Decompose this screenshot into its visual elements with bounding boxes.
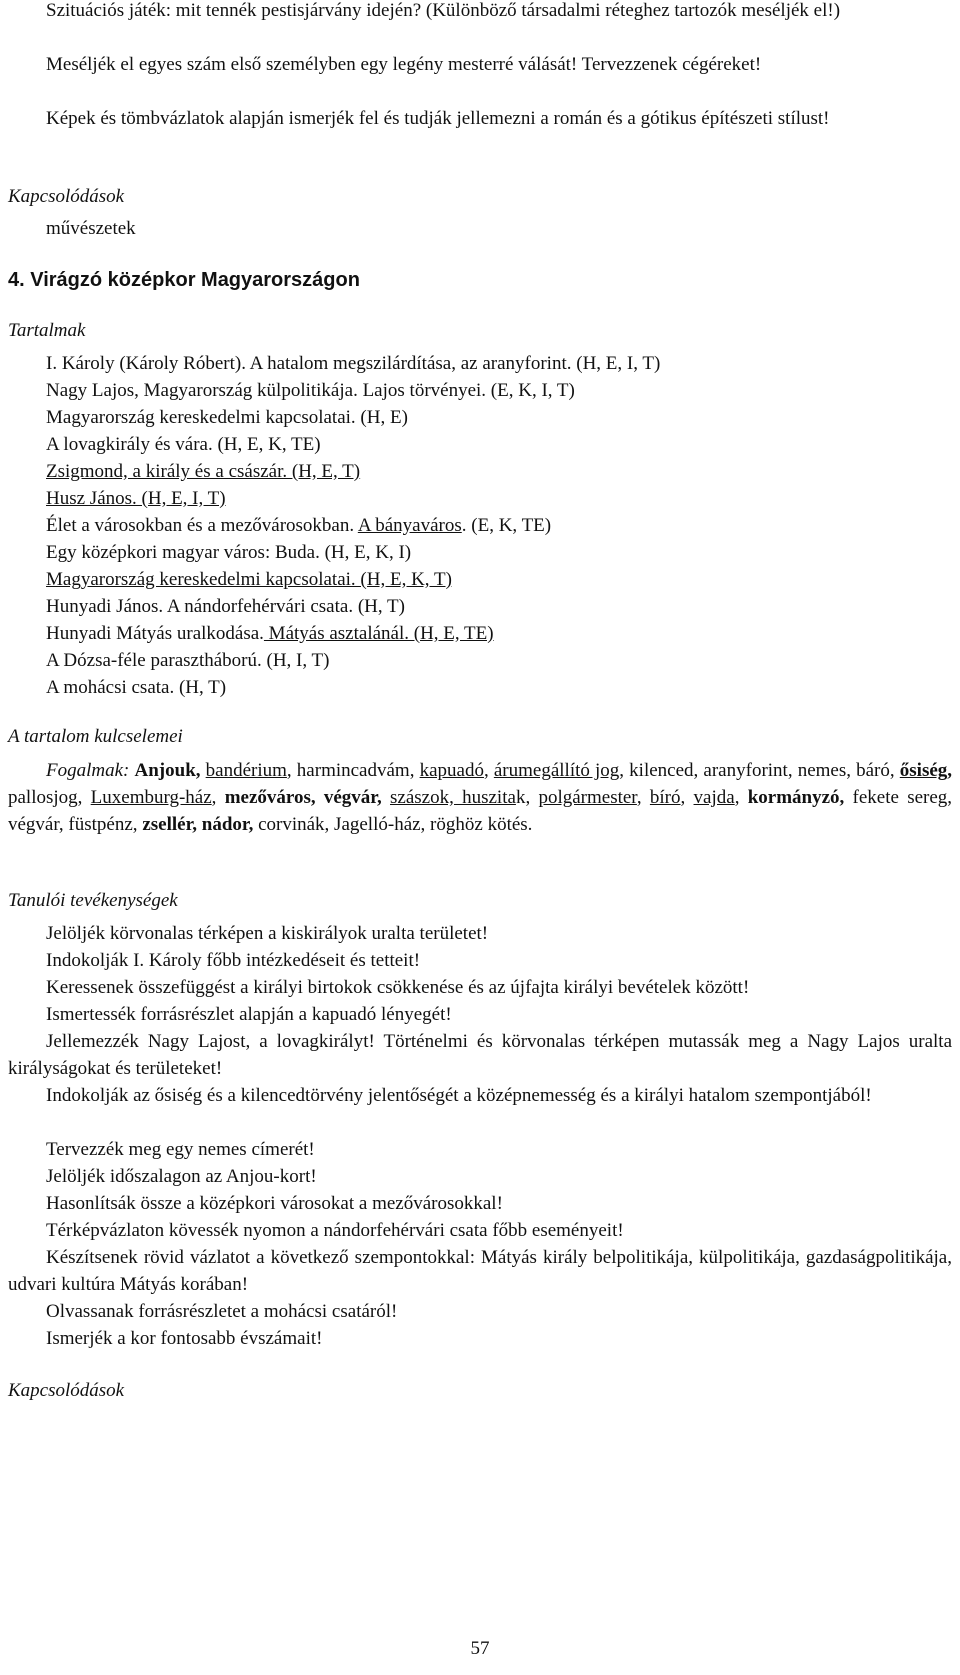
fogalom-text: fekete sereg, végvár, füstpénz,	[8, 787, 953, 835]
tartalom-item: I. Károly (Károly Róbert). A hatalom megszilárdítása, az aranyforint. (H, E, I, T)	[46, 353, 661, 374]
fogalom-underlined: kapuadó	[419, 760, 484, 781]
kapcsolodasok-item: művészetek	[46, 218, 136, 239]
fogalom-underlined: szászok, huszita	[390, 787, 516, 808]
fogalom-text	[382, 787, 390, 808]
tevekenyseg-item: Térképvázlaton kövessék nyomon a nándorfehérvári csata főbb eseményeit!	[46, 1220, 624, 1241]
fogalom-text: ,	[211, 787, 225, 808]
tartalom-item	[46, 620, 952, 647]
tartalom-item	[46, 512, 952, 539]
tartalom-item: Husz János. (H, E, I, T)	[46, 488, 226, 509]
tartalom-item: A Dózsa-féle parasztháború. (H, I, T)	[46, 650, 330, 671]
fogalom-text: , harmincadvám,	[286, 760, 420, 781]
tevekenyseg-item: Jelöljék időszalagon az Anjou-kort!	[46, 1166, 317, 1187]
fogalom-underlined: bíró	[649, 787, 681, 808]
tevekenyseg-item: Ismerjék a kor fontosabb évszámait!	[46, 1328, 323, 1349]
tevekenyseg-item: Olvassanak forrásrészletet a mohácsi csatáról!	[46, 1301, 398, 1322]
intro-paragraph-2: Meséljék el egyes szám első személyben egy legény mesterré válását! Tervezzenek cégéreket!	[46, 54, 762, 75]
fogalom-text: ,	[734, 787, 748, 808]
fogalom-bold: ősiség,	[899, 760, 953, 781]
tartalom-item-text: . (E, K, TE)	[461, 515, 552, 536]
kapcsolodasok-heading-2: Kapcsolódások	[8, 1380, 125, 1401]
tartalom-item-underlined: A bányaváros	[357, 515, 462, 536]
tartalom-item: Nagy Lajos, Magyarország külpolitikája. Lajos törvényei. (E, K, I, T)	[46, 380, 575, 401]
fogalom-bold: Anjouk,	[134, 760, 201, 781]
fogalom-bold: mezőváros, végvár,	[224, 787, 382, 808]
tevekenyseg-item: Indokolják I. Károly főbb intézkedéseit és tetteit!	[46, 950, 421, 971]
section-title: 4. Virágzó középkor Magyarországon	[8, 269, 360, 291]
fogalom-text: ,	[680, 787, 694, 808]
fogalom-text: ,	[636, 787, 650, 808]
fogalom-text: ,	[483, 760, 494, 781]
tartalom-item: Hunyadi János. A nándorfehérvári csata. (H, T)	[46, 596, 405, 617]
tevekenyseg-item: Hasonlítsák össze a középkori városokat a mezővárosokkal!	[46, 1193, 503, 1214]
tartalom-item: Zsigmond, a király és a császár. (H, E, T)	[46, 461, 361, 482]
intro-paragraph-1: Szituációs játék: mit tennék pestisjárvány idején? (Különböző társadalmi réteghez tartozók meséljék el!)	[46, 0, 841, 21]
tartalom-item: A mohácsi csata. (H, T)	[46, 677, 227, 698]
tartalom-item-text: Hunyadi Mátyás uralkodása.	[46, 623, 264, 644]
fogalom-underlined: polgármester	[538, 787, 637, 808]
fogalom-underlined: árumegállító jog	[493, 760, 620, 781]
tevekenyseg-item: Készítsenek rövid vázlatot a következő szempontokkal: Mátyás király belpolitikája, külpolitikája, gazdaságpolitikája, udvari kultúra Mátyás korában!	[8, 1247, 952, 1295]
page-number: 57	[470, 1638, 490, 1659]
tevekenyseg-item: Indokolják az ősiség és a kilencedtörvény jelentőségét a középnemesség és a királyi hatalom szempontjából!	[46, 1085, 872, 1106]
tartalom-item-text: Élet a városokban és a mezővárosokban.	[46, 515, 358, 536]
fogalom-bold: zsellér, nádor,	[142, 814, 254, 835]
tevekenyseg-item: Jellemezzék Nagy Lajost, a lovagkirályt! Történelmi és körvonalas térképen mutassák meg a Nagy Lajos uralta királyságokat és területeket!	[8, 1031, 952, 1079]
fogalom-bold: kormányzó,	[747, 787, 845, 808]
kulcselemek-heading: A tartalom kulcselemei	[8, 726, 183, 747]
intro-paragraph-3: Képek és tömbvázlatok alapján ismerjék fel és tudják jellemezni a román és a gótikus építészeti stílust!	[46, 108, 830, 129]
tevekenysegek-heading: Tanulói tevékenységek	[8, 890, 178, 911]
kapcsolodasok-heading-1: Kapcsolódások	[8, 186, 125, 207]
tartalom-item: Egy középkori magyar város: Buda. (H, E, K, I)	[46, 542, 412, 563]
tartalom-item: A lovagkirály és vára. (H, E, K, TE)	[46, 434, 321, 455]
tevekenyseg-item: Jelöljék körvonalas térképen a kiskirályok uralta területet!	[46, 923, 489, 944]
tevekenyseg-item: Ismertessék forrásrészlet alapján a kapuadó lényegét!	[46, 1004, 452, 1025]
tartalom-item: Magyarország kereskedelmi kapcsolatai. (H, E)	[46, 407, 408, 428]
tartalmak-heading: Tartalmak	[8, 320, 86, 341]
fogalmak-paragraph	[8, 757, 952, 838]
tevekenyseg-item: Tervezzék meg egy nemes címerét!	[46, 1139, 315, 1160]
tartalom-item-underlined: Mátyás asztalánál. (H, E, TE)	[263, 623, 494, 644]
fogalom-text: , kilenced, aranyforint, nemes, báró,	[619, 760, 900, 781]
tartalom-item: Magyarország kereskedelmi kapcsolatai. (H, E, K, T)	[46, 569, 452, 590]
fogalom-underlined: Luxemburg-ház	[90, 787, 212, 808]
fogalom-text: k,	[515, 787, 539, 808]
fogalom-text: pallosjog,	[8, 787, 91, 808]
fogalmak-label: Fogalmak:	[46, 760, 130, 781]
tevekenyseg-item: Keressenek összefüggést a királyi birtokok csökkenése és az újfajta királyi bevételek között!	[46, 977, 750, 998]
fogalom-text: corvinák, Jagelló-ház, röghöz kötés.	[253, 814, 533, 835]
fogalom-underlined: bandérium	[205, 760, 287, 781]
fogalom-underlined: vajda	[693, 787, 735, 808]
